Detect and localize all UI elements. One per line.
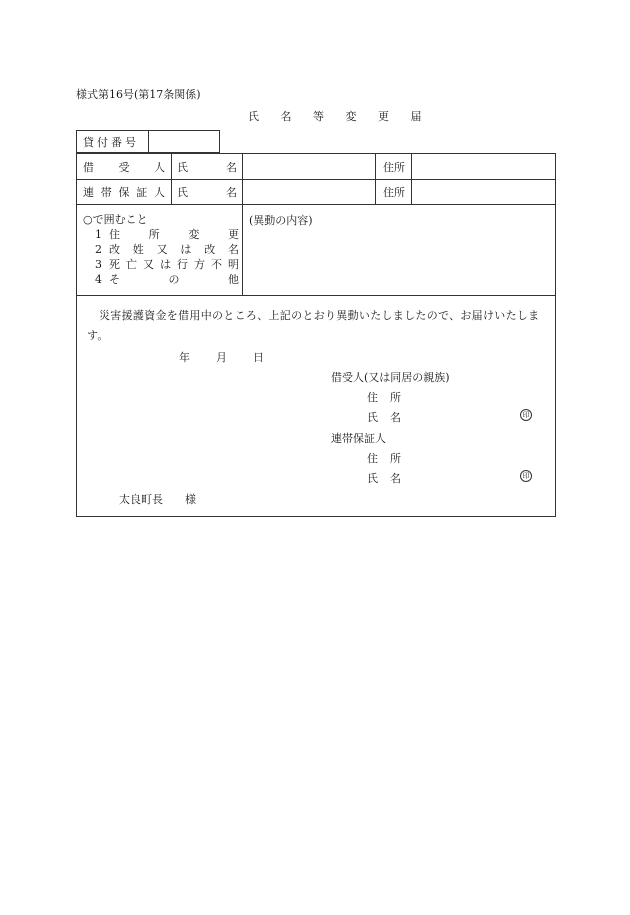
reason-item[interactable]: 1 住 所 変 更 <box>95 228 239 241</box>
borrower-name-caption: 氏名 <box>367 411 413 424</box>
guarantor-name-field[interactable] <box>243 180 374 204</box>
guarantor-name-caption: 氏名 <box>367 472 413 485</box>
form-number: 様式第16号(第17条関係) <box>76 88 201 101</box>
reason-item[interactable]: 2 改 姓 又 は 改 名 <box>95 243 239 256</box>
seal-icon: 印 <box>520 470 532 482</box>
notification-statement: 災害援護資金を借用中のところ、上記のとおり異動いたしましたので、お届けいたします。 <box>87 309 540 342</box>
loan-number-label: 貸付番号 <box>77 131 149 152</box>
loan-number-box <box>76 130 220 153</box>
addressee: 太良町長 様 <box>119 493 196 506</box>
borrower-name-label: 氏 名 <box>177 161 237 174</box>
change-details-field[interactable] <box>243 226 555 294</box>
guarantor-name-label: 氏 名 <box>177 186 237 199</box>
date-line: 年 月 日 <box>179 351 264 364</box>
change-notification-form <box>76 153 556 517</box>
borrower-address-caption: 住所 <box>367 391 413 404</box>
document-title: 氏 名 等 変 更 届 <box>248 110 431 123</box>
column-divider <box>171 154 172 204</box>
reason-item[interactable]: 4 そ の 他 <box>95 273 239 286</box>
borrower-address-field[interactable] <box>412 154 555 179</box>
seal-icon: 印 <box>520 409 532 421</box>
guarantor-address-caption: 住所 <box>367 452 413 465</box>
reason-item[interactable]: 3 死 亡 又 は 行 方 不 明 <box>95 258 239 271</box>
guarantor-row-label: 連 帯 保 証 人 <box>83 186 165 199</box>
borrower-signatory-title: 借受人(又は同居の親族) <box>331 371 450 384</box>
guarantor-address-label: 住所 <box>383 186 405 199</box>
row-divider <box>77 204 555 205</box>
guarantor-address-field[interactable] <box>412 180 555 204</box>
change-details-label: (異動の内容) <box>249 214 313 227</box>
reason-instruction: ○で囲むこと <box>83 213 148 226</box>
borrower-row-label: 借 受 人 <box>83 161 165 174</box>
loan-number-field[interactable] <box>150 131 219 152</box>
column-divider <box>375 154 376 204</box>
borrower-address-label: 住所 <box>383 161 405 174</box>
guarantor-signatory-title: 連帯保証人 <box>331 432 386 445</box>
row-divider <box>77 295 555 296</box>
reason-list <box>83 212 239 287</box>
borrower-name-field[interactable] <box>243 154 374 179</box>
